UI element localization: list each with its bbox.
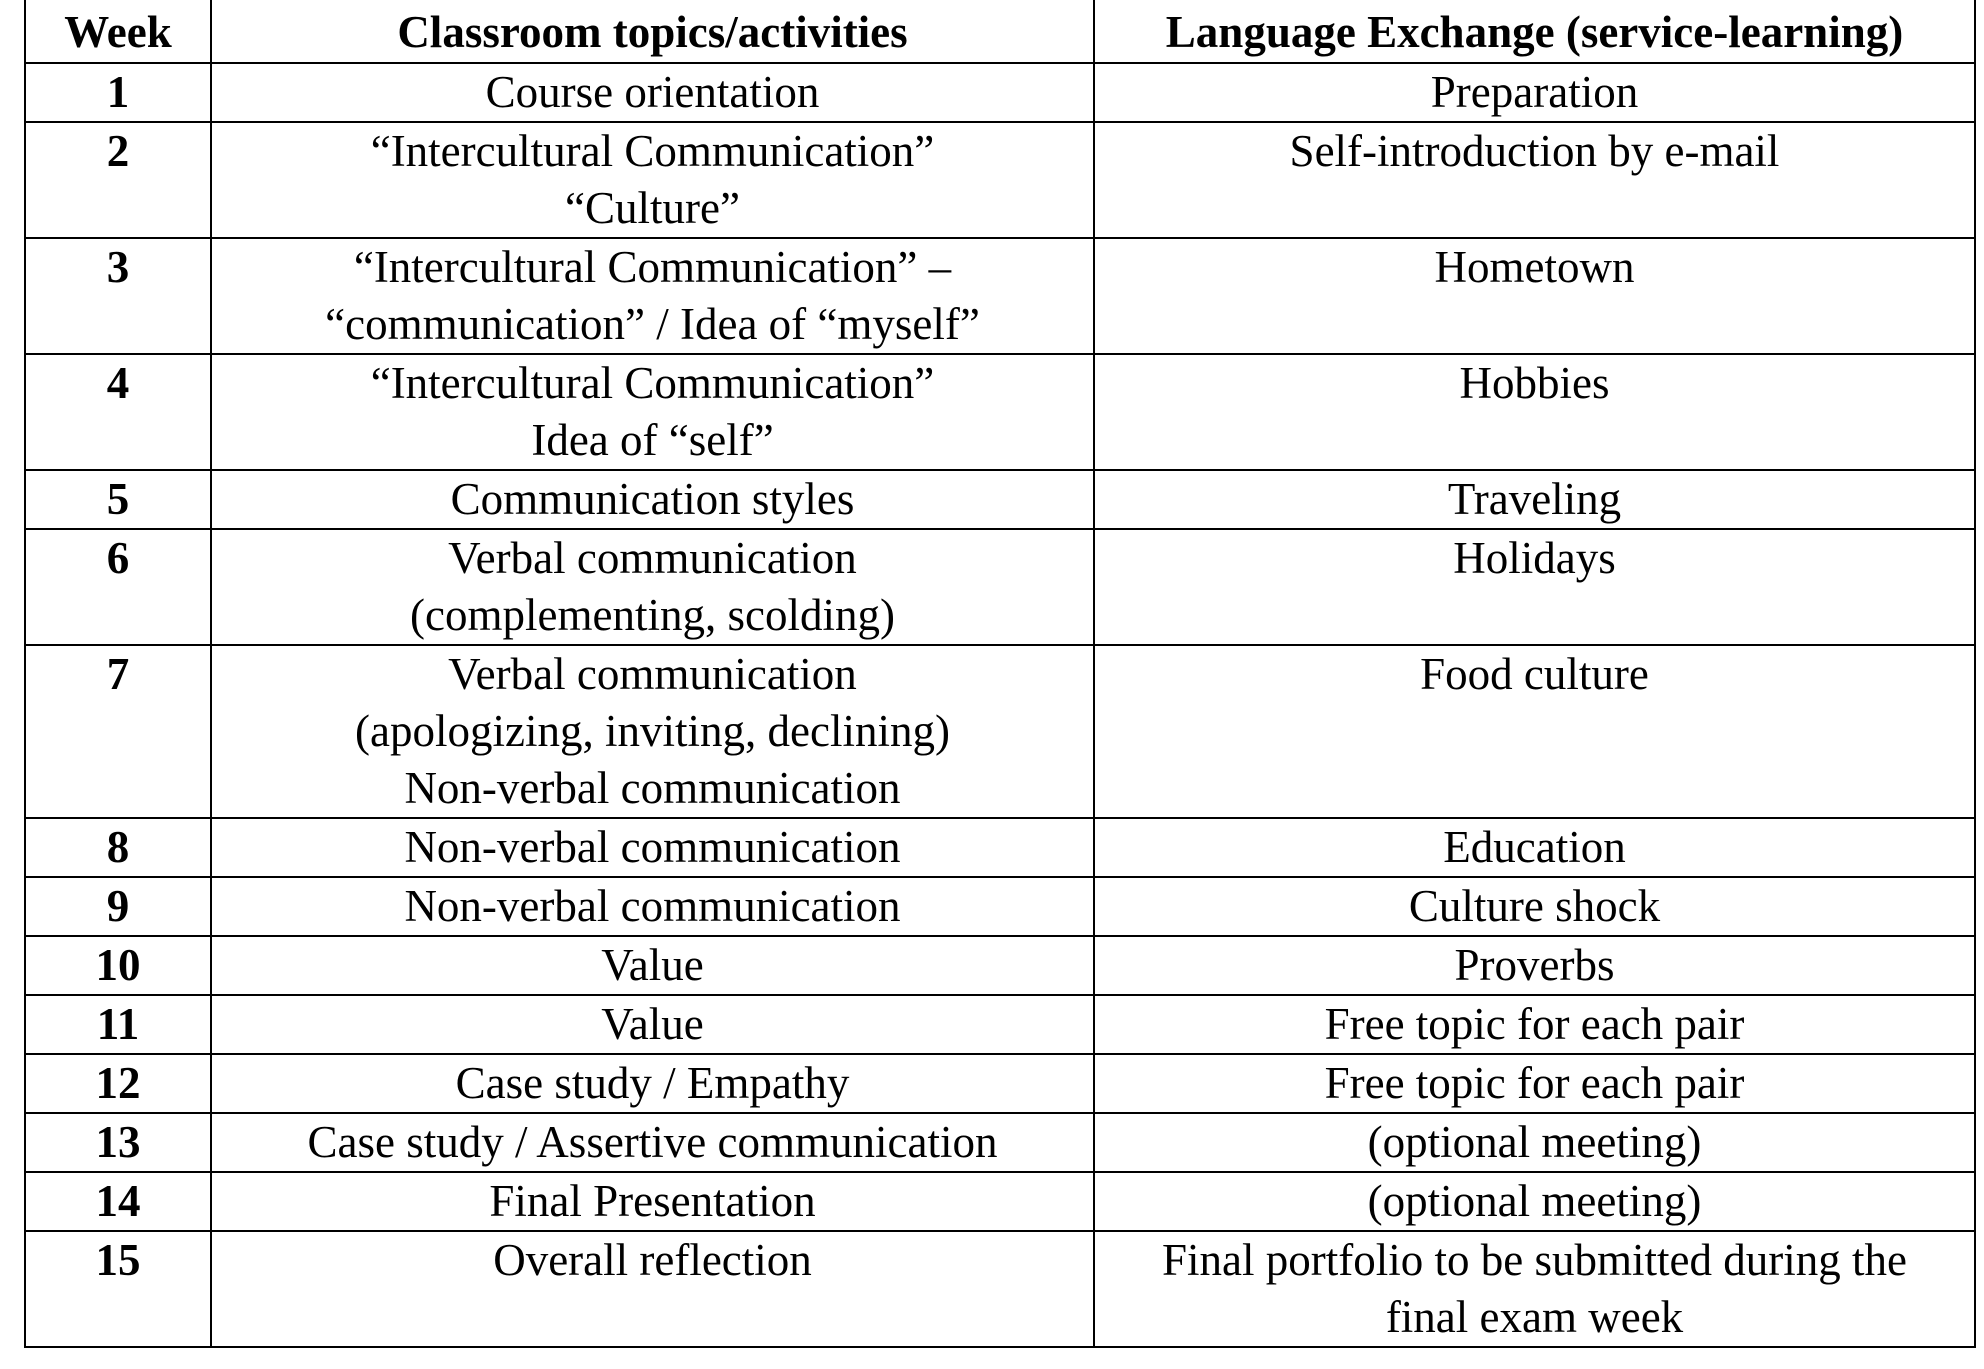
classroom-topic-cell xyxy=(211,1172,1094,1231)
week-number: 11 xyxy=(25,995,211,1054)
classroom-topic-line: Communication styles xyxy=(450,474,855,524)
classroom-topic-line: Case study / Empathy xyxy=(455,1058,850,1108)
week-number: 5 xyxy=(25,470,211,529)
classroom-topic-line: Case study / Assertive communication xyxy=(307,1117,998,1167)
week-number: 9 xyxy=(25,877,211,936)
language-exchange-cell xyxy=(1094,1231,1975,1347)
classroom-topic-cell xyxy=(211,238,1094,354)
week-number: 15 xyxy=(25,1231,211,1347)
classroom-topic-line: Non-verbal communication xyxy=(404,822,901,872)
classroom-topic-cell xyxy=(211,645,1094,818)
language-exchange-cell xyxy=(1094,529,1975,645)
header-classroom-topics: Classroom topics/activities xyxy=(211,0,1094,63)
classroom-topic-line: “Intercultural Communication” xyxy=(370,358,935,408)
table-row xyxy=(25,1054,1975,1113)
course-schedule-table xyxy=(24,0,1976,1348)
language-exchange-line: Free topic for each pair xyxy=(1324,999,1745,1049)
classroom-topic-line: (apologizing, inviting, declining) xyxy=(355,706,950,756)
week-number: 10 xyxy=(25,936,211,995)
week-number: 3 xyxy=(25,238,211,354)
week-number: 4 xyxy=(25,354,211,470)
language-exchange-cell xyxy=(1094,1054,1975,1113)
language-exchange-line: Hobbies xyxy=(1459,358,1610,408)
language-exchange-line: Proverbs xyxy=(1454,940,1615,990)
classroom-topic-cell xyxy=(211,470,1094,529)
language-exchange-line: Hometown xyxy=(1434,242,1635,292)
language-exchange-line: (optional meeting) xyxy=(1367,1176,1702,1226)
classroom-topic-cell xyxy=(211,122,1094,238)
header-week: Week xyxy=(25,0,211,63)
table-row xyxy=(25,122,1975,238)
course-schedule-wrapper xyxy=(24,0,1974,1348)
table-row xyxy=(25,1231,1975,1347)
schedule-body xyxy=(25,63,1975,1347)
classroom-topic-line: (complementing, scolding) xyxy=(410,590,895,640)
language-exchange-line: final exam week xyxy=(1385,1292,1684,1342)
classroom-topic-line: “Intercultural Communication” – xyxy=(353,242,952,292)
header-language-exchange: Language Exchange (service-learning) xyxy=(1094,0,1975,63)
week-number: 8 xyxy=(25,818,211,877)
classroom-topic-cell xyxy=(211,529,1094,645)
language-exchange-line: Education xyxy=(1443,822,1626,872)
language-exchange-line: Free topic for each pair xyxy=(1324,1058,1745,1108)
language-exchange-cell xyxy=(1094,645,1975,818)
table-row xyxy=(25,238,1975,354)
classroom-topic-cell xyxy=(211,995,1094,1054)
week-number: 12 xyxy=(25,1054,211,1113)
language-exchange-cell xyxy=(1094,995,1975,1054)
language-exchange-cell xyxy=(1094,818,1975,877)
classroom-topic-line: Value xyxy=(601,999,704,1049)
classroom-topic-line: Course orientation xyxy=(485,67,820,117)
table-row xyxy=(25,354,1975,470)
language-exchange-cell xyxy=(1094,1113,1975,1172)
header-row xyxy=(25,0,1975,63)
classroom-topic-line: Final Presentation xyxy=(489,1176,816,1226)
table-row xyxy=(25,645,1975,818)
classroom-topic-line: “communication” / Idea of “myself” xyxy=(325,299,980,349)
classroom-topic-line: Non-verbal communication xyxy=(404,763,901,813)
table-row xyxy=(25,877,1975,936)
language-exchange-line: Food culture xyxy=(1420,649,1649,699)
week-number: 2 xyxy=(25,122,211,238)
language-exchange-cell xyxy=(1094,122,1975,238)
classroom-topic-cell xyxy=(211,1113,1094,1172)
table-row xyxy=(25,470,1975,529)
language-exchange-cell xyxy=(1094,354,1975,470)
table-row xyxy=(25,529,1975,645)
classroom-topic-line: Verbal communication xyxy=(448,649,857,699)
classroom-topic-cell xyxy=(211,818,1094,877)
classroom-topic-line: Value xyxy=(601,940,704,990)
classroom-topic-cell xyxy=(211,1054,1094,1113)
table-row xyxy=(25,1172,1975,1231)
classroom-topic-line: “Intercultural Communication” xyxy=(370,126,935,176)
table-row xyxy=(25,818,1975,877)
language-exchange-line: Self-introduction by e-mail xyxy=(1289,126,1780,176)
language-exchange-line: Final portfolio to be submitted during the xyxy=(1162,1235,1907,1285)
classroom-topic-cell xyxy=(211,936,1094,995)
language-exchange-line: (optional meeting) xyxy=(1367,1117,1702,1167)
week-number: 1 xyxy=(25,63,211,122)
classroom-topic-cell xyxy=(211,877,1094,936)
language-exchange-cell xyxy=(1094,936,1975,995)
classroom-topic-line: Overall reflection xyxy=(493,1235,812,1285)
classroom-topic-cell xyxy=(211,354,1094,470)
language-exchange-cell xyxy=(1094,877,1975,936)
classroom-topic-line: Idea of “self” xyxy=(531,415,774,465)
language-exchange-line: Traveling xyxy=(1447,474,1622,524)
language-exchange-cell xyxy=(1094,238,1975,354)
table-row xyxy=(25,936,1975,995)
table-row xyxy=(25,1113,1975,1172)
classroom-topic-line: “Culture” xyxy=(565,183,740,233)
language-exchange-line: Preparation xyxy=(1430,67,1639,117)
classroom-topic-line: Non-verbal communication xyxy=(404,881,901,931)
classroom-topic-cell xyxy=(211,63,1094,122)
language-exchange-cell xyxy=(1094,470,1975,529)
week-number: 13 xyxy=(25,1113,211,1172)
classroom-topic-cell xyxy=(211,1231,1094,1347)
language-exchange-line: Holidays xyxy=(1453,533,1616,583)
week-number: 14 xyxy=(25,1172,211,1231)
week-number: 6 xyxy=(25,529,211,645)
language-exchange-line: Culture shock xyxy=(1408,881,1661,931)
table-row xyxy=(25,63,1975,122)
language-exchange-cell xyxy=(1094,63,1975,122)
table-row xyxy=(25,995,1975,1054)
language-exchange-cell xyxy=(1094,1172,1975,1231)
week-number: 7 xyxy=(25,645,211,818)
classroom-topic-line: Verbal communication xyxy=(448,533,857,583)
